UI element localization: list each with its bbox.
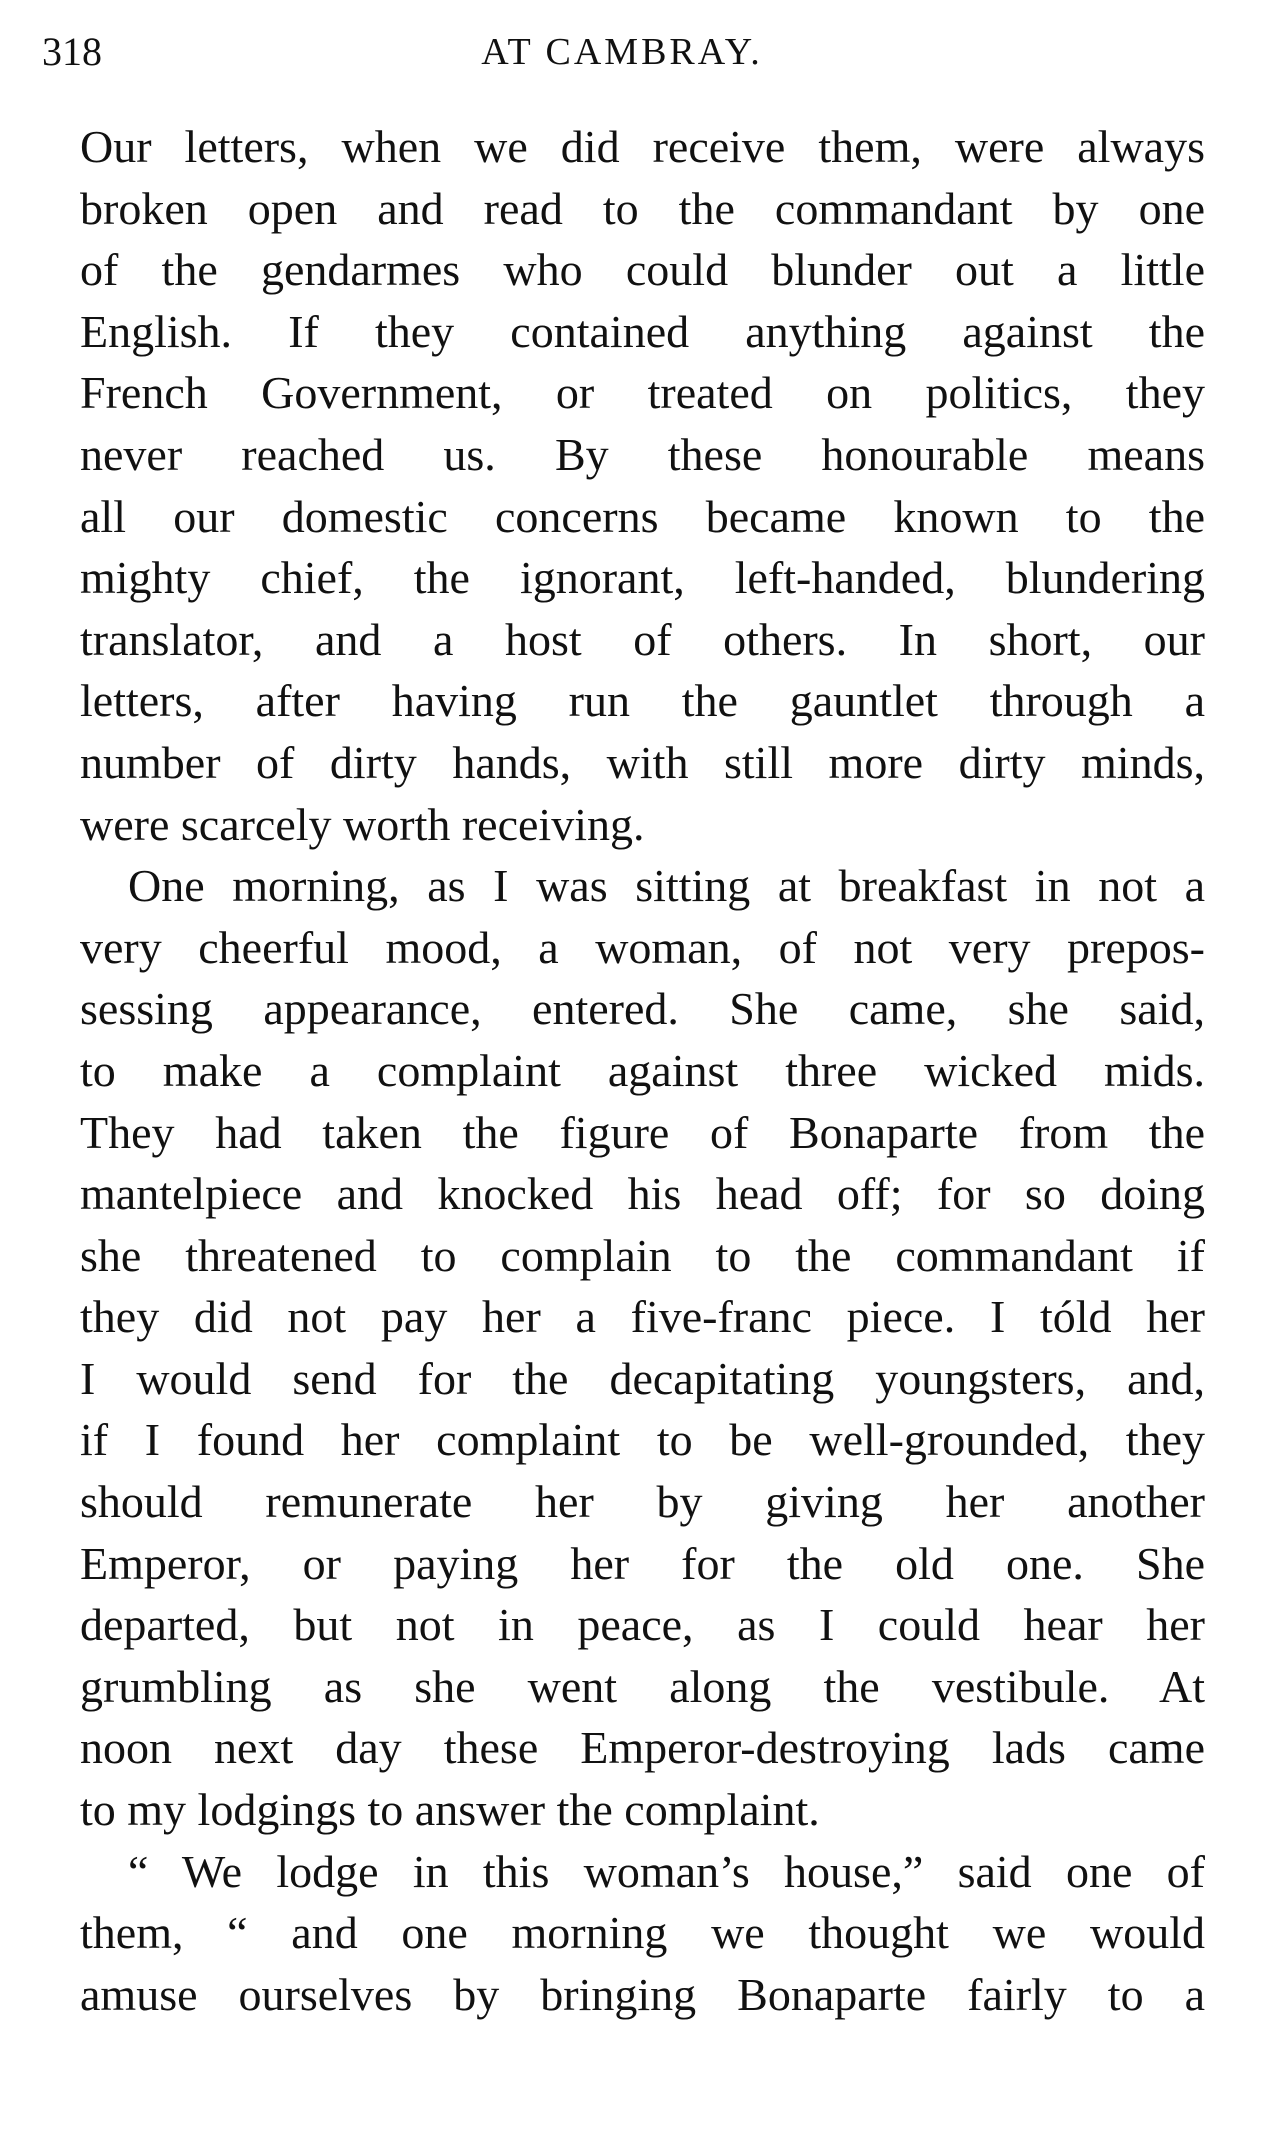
text-line: sessing appearance, entered. She came, she said, bbox=[80, 983, 1205, 1035]
text-line: noon next day these Emperor-destroying lads came bbox=[80, 1722, 1205, 1774]
running-head: AT CAMBRAY. bbox=[481, 31, 763, 73]
text-line: Emperor, or paying her for the old one. She bbox=[80, 1537, 1205, 1589]
text-line: them, “ and one morning we thought we would bbox=[80, 1907, 1205, 1959]
text-line: French Government, or treated on politics, they bbox=[80, 367, 1205, 419]
text-line: I would send for the decapitating youngsters, and, bbox=[80, 1352, 1205, 1404]
text-line: should remunerate her by giving her another bbox=[80, 1476, 1205, 1528]
text-line: departed, but not in peace, as I could hear her bbox=[80, 1599, 1205, 1651]
page-header bbox=[42, 22, 1202, 82]
text-line: One morning, as I was sitting at breakfast in not a bbox=[128, 860, 1205, 912]
text-line: amuse ourselves by bringing Bonaparte fairly to a bbox=[80, 1968, 1205, 2020]
body-text bbox=[80, 116, 1205, 2025]
text-line: were scarcely worth receiving. bbox=[80, 798, 645, 850]
text-line: all our domestic concerns became known to the bbox=[80, 490, 1205, 542]
text-line: very cheerful mood, a woman, of not very prepos- bbox=[80, 921, 1205, 973]
text-line: to my lodgings to answer the complaint. bbox=[80, 1784, 820, 1836]
text-line: they did not pay her a five-franc piece. I tóld her bbox=[80, 1291, 1205, 1343]
text-line: letters, after having run the gauntlet through a bbox=[80, 675, 1205, 727]
text-line: she threatened to complain to the commandant if bbox=[80, 1229, 1205, 1281]
text-line: Our letters, when we did receive them, were always bbox=[80, 121, 1205, 172]
text-line: if I found her complaint to be well-grounded, they bbox=[80, 1414, 1205, 1466]
text-line: mighty chief, the ignorant, left-handed, blundering bbox=[80, 552, 1205, 604]
text-line: grumbling as she went along the vestibule. At bbox=[80, 1660, 1205, 1712]
text-line: mantelpiece and knocked his head off; for so doing bbox=[80, 1168, 1205, 1220]
text-line: of the gendarmes who could blunder out a little bbox=[80, 244, 1205, 296]
text-line: “ We lodge in this woman’s house,” said one of bbox=[128, 1845, 1205, 1897]
text-line: to make a complaint against three wicked mids. bbox=[80, 1044, 1205, 1096]
text-line: translator, and a host of others. In short, our bbox=[80, 613, 1205, 665]
text-line: never reached us. By these honourable means bbox=[80, 428, 1205, 480]
text-line: broken open and read to the commandant by one bbox=[80, 182, 1205, 234]
page-number: 318 bbox=[42, 29, 102, 74]
text-line: number of dirty hands, with still more dirty minds, bbox=[80, 736, 1205, 788]
text-line: They had taken the figure of Bonaparte from the bbox=[80, 1106, 1205, 1158]
text-line: English. If they contained anything against the bbox=[80, 305, 1205, 357]
